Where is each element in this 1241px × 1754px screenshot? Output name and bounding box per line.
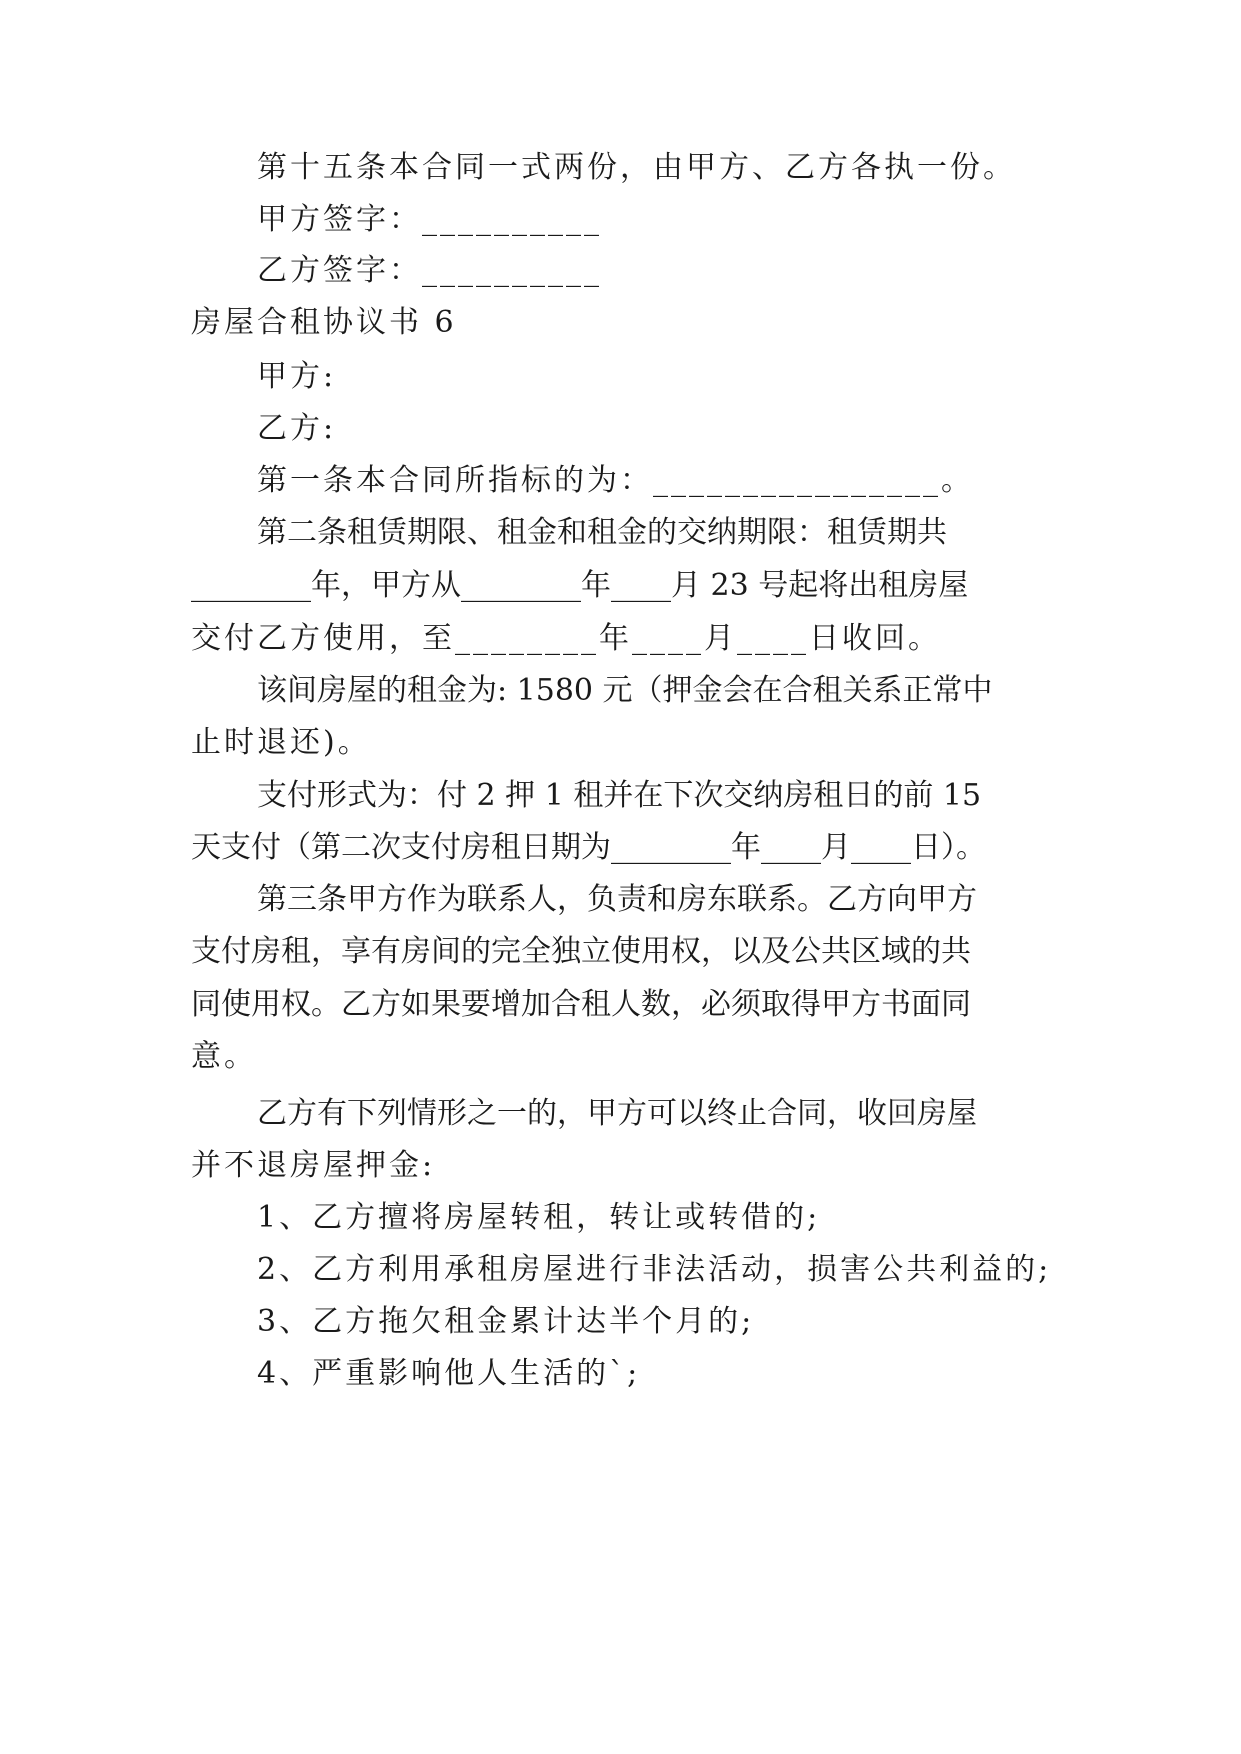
clause-1: 第一条本合同所指标的为：________________。 [257,463,974,498]
party-b-label: 乙方: [257,411,337,446]
clause-2-line-2: ________年，甲方从________年____月 23 号起将出租房屋 [191,568,969,603]
document-title: 房屋合租协议书 6 [191,305,457,340]
party-a-signature: 甲方签字：__________ [257,202,602,237]
payment-line-2: 天支付（第二次支付房租日期为________年____月____日）。 [191,830,986,865]
termination-intro-line-1: 乙方有下列情形之一的，甲方可以终止合同，收回房屋 [257,1096,977,1131]
clause-2-line-1: 第二条租赁期限、租金和租金的交纳期限：租赁期共 [257,515,947,550]
clause-3-line-2: 支付房租，享有房间的完全独立使用权，以及公共区域的共 [191,934,971,969]
termination-intro-line-2: 并不退房屋押金: [191,1148,436,1183]
termination-item-2: 2、乙方利用承租房屋进行非法活动，损害公共利益的; [257,1252,1052,1287]
clause-3-line-3: 同使用权。乙方如果要增加合租人数，必须取得甲方书面同 [191,987,971,1022]
rent-line-1: 该间房屋的租金为: 1580 元（押金会在合租关系正常中 [257,673,993,708]
termination-item-4: 4、严重影响他人生活的`; [257,1356,641,1391]
clause-2-line-3: 交付乙方使用，至________年____月____日收回。 [191,621,941,656]
party-b-signature: 乙方签字：__________ [257,253,602,288]
clause-15: 第十五条本合同一式两份，由甲方、乙方各执一份。 [257,150,1016,185]
termination-item-1: 1、乙方擅将房屋转租，转让或转借的; [257,1200,821,1235]
rent-line-2: 止时退还)。 [191,725,371,760]
party-a-label: 甲方: [257,359,337,394]
payment-line-1: 支付形式为：付 2 押 1 租并在下次交纳房租日的前 15 [257,778,982,813]
clause-3-line-1: 第三条甲方作为联系人，负责和房东联系。乙方向甲方 [257,882,977,917]
termination-item-3: 3、乙方拖欠租金累计达半个月的; [257,1304,755,1339]
clause-3-line-4: 意。 [191,1039,257,1074]
